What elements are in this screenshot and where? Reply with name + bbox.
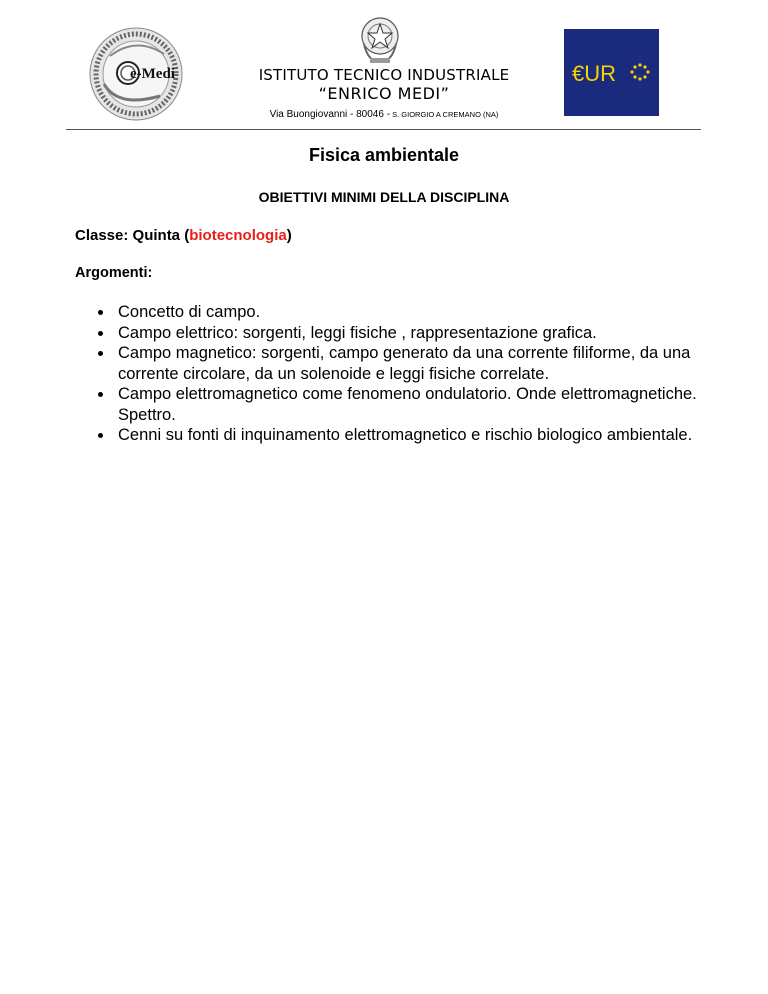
- school-name: “ENRICO MEDI”: [318, 84, 450, 103]
- euro-logo-text: €UR: [572, 61, 617, 86]
- euro-logo-icon: [564, 29, 659, 116]
- class-suffix: ): [286, 227, 292, 244]
- document-title: Fisica ambientale: [308, 145, 460, 165]
- header-divider: [66, 129, 701, 130]
- document-header: [0, 0, 768, 135]
- emedi-logo-text: e-Medi: [130, 66, 175, 82]
- document-subtitle: OBIETTIVI MINIMI DELLA DISCIPLINA: [258, 189, 510, 205]
- class-line: [75, 227, 292, 244]
- school-type: ISTITUTO TECNICO INDUSTRIALE: [258, 66, 510, 84]
- topic-item: Concetto di campo.: [96, 302, 706, 323]
- address-street: Via Buongiovanni - 80046 -: [269, 109, 391, 120]
- address-city: S. GIORGIO A CREMANO (NA): [390, 110, 499, 119]
- class-prefix: Classe: Quinta (: [75, 227, 190, 244]
- italian-republic-emblem-icon: [358, 14, 402, 66]
- topic-item: Campo elettromagnetico come fenomeno ondulatorio. Onde elettromagnetiche. Spettro.: [96, 384, 706, 425]
- class-specialization: biotecnologia: [189, 227, 287, 244]
- school-address: [200, 109, 568, 120]
- topics-heading: Argomenti:: [75, 265, 153, 281]
- topic-item: Cenni su fonti di inquinamento elettromagnetico e rischio biologico ambientale.: [96, 425, 706, 446]
- topics-list: [96, 302, 706, 446]
- emedi-school-logo-icon: [88, 26, 184, 122]
- topic-item: Campo magnetico: sorgenti, campo generato da una corrente filiforme, da una corrente circolare, da un solenoide e leggi fisiche correlate.: [96, 343, 706, 384]
- topic-item: Campo elettrico: sorgenti, leggi fisiche , rappresentazione grafica.: [96, 323, 706, 344]
- euro-logo: [564, 29, 659, 116]
